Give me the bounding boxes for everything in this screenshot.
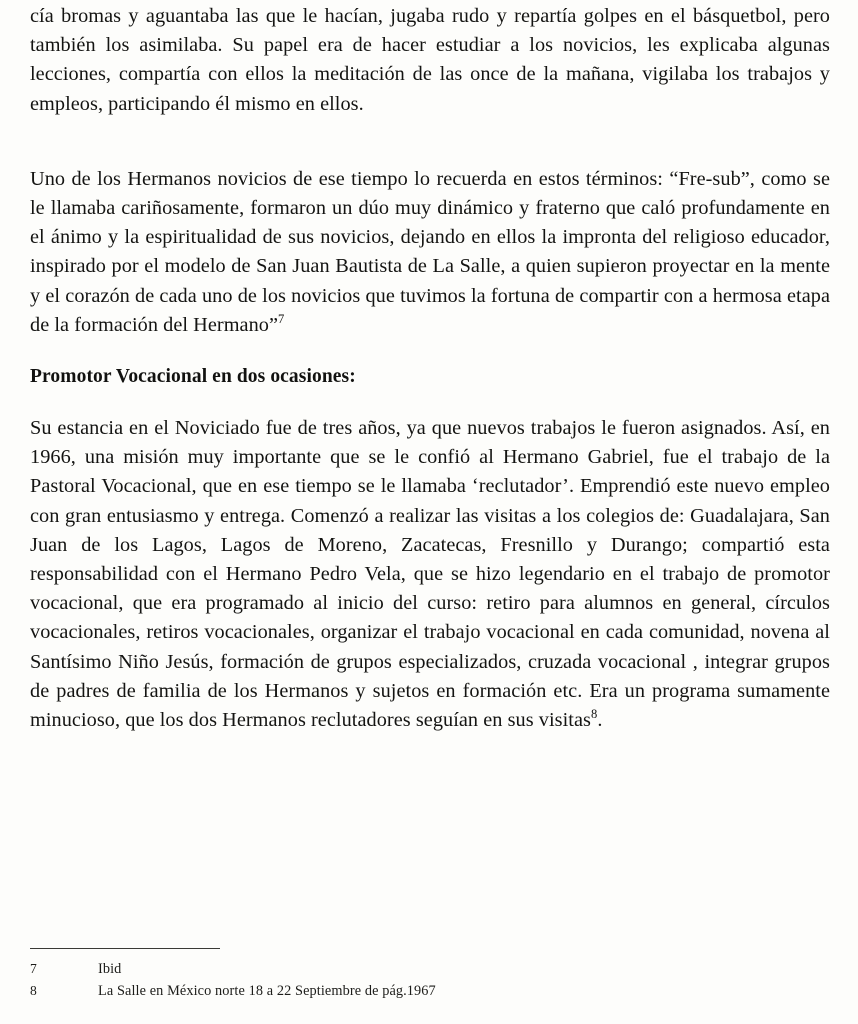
footnote-number: 8 [30,983,37,998]
paragraph-3-terminator: . [597,709,603,732]
paragraph-3 [30,414,830,735]
footnote-marker-7: 7 [278,312,285,327]
footnote-number: 7 [30,961,37,976]
paragraph-3-text: Su estancia en el Noviciado fue de tres años, ya que nuevos trabajos le fueron asignados. Así, en 1966, una misión muy importante que se le confió al Hermano Gabriel, fue el trabajo de la Pastoral Vocacional, que en ese tiempo se le llamaba ‘reclutador’. Emprendió este nuevo empleo con gran entusiasmo y entrega. Comenzó a realizar las visitas a los colegios de: Guadalajara, San Juan de los Lagos, Lagos de Moreno, Zacatecas, Fresnillo y Durango; compartió esta responsabilidad con el Hermano Pedro Vela, que se hizo legendario en el trabajo de promotor vocacional, que era programado al inicio del curso: retiro para alumnos en general, círculos vocacionales, retiros vocacionales, organizar el trabajo vocacional en cada comunidad, novena al Santísimo Niño Jesús, formación de grupos especializados, cruzada vocacional , integrar grupos de padres de familia de los Hermanos y sujetos en formación etc. Era un programa sumamente minucioso, que los dos Hermanos reclutadores seguían en sus visitas [30,417,830,732]
footnote-item [30,958,828,980]
subheading-gap-bottom [30,390,830,414]
footnote-text: Ibid [98,961,122,977]
paragraph-2 [30,165,830,340]
footnote-text: La Salle en México norte 18 a 22 Septiembre de pág.1967 [98,983,436,999]
section-subheading: Promotor Vocacional en dos ocasiones: [30,366,356,388]
paragraph-gap [30,119,830,165]
footnote-item [30,980,828,1002]
footnote-separator-rule [30,948,220,949]
paragraph-1: cía bromas y aguantaba las que le hacían, jugaba rudo y repartía golpes en el básquetbol, pero también los asimilaba. Su papel era de hacer estudiar a los novicios, les explicaba algunas lecciones, compartía con ellos la meditación de las once de la mañana, vigilaba los trabajos y empleos, participando él mismo en ellos. [30,5,830,115]
page-body [30,0,830,855]
paragraph-2-text: Uno de los Hermanos novicios de ese tiempo lo recuerda en estos términos: “Fre-sub”, como se le llamaba cariñosamente, formaron un dúo muy dinámico y fraterno que caló profundamente en el ánimo y la espiritualidad de sus novicios, dejando en ellos la impronta del religioso educador, inspirado por el modelo de San Juan Bautista de La Salle, a quien supieron proyectar en la mente y el corazón de cada uno de los novicios que tuvimos la fortuna de compartir con a hermosa etapa de la formación del Hermano” [30,167,830,336]
footnote-marker-8: 8 [591,707,598,722]
subheading-gap-top [30,340,830,364]
bottom-whitespace [30,735,830,855]
footnote-area [30,948,828,1002]
